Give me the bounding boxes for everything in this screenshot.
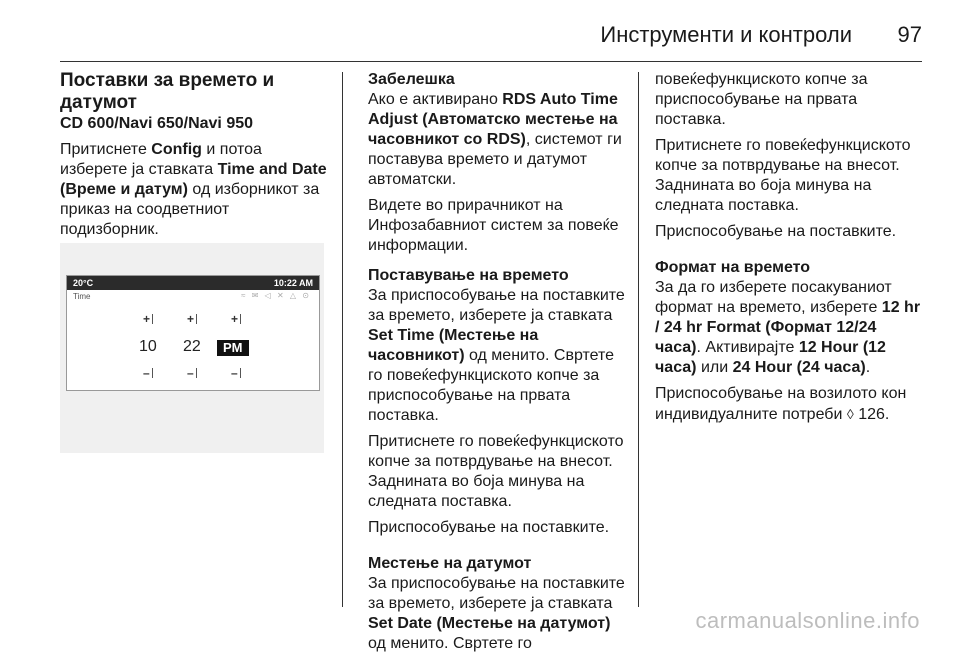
set-time-paragraph (368, 286, 628, 426)
24-hour-label: 24 Hour (24 часа) (732, 359, 866, 376)
text: Притиснете (60, 141, 152, 158)
status-bar (67, 276, 319, 290)
text: , системот ги поставува времето и датумот автоматски. (368, 131, 622, 188)
temperature-readout: 20°C (73, 278, 94, 288)
note-paragraph (368, 90, 628, 190)
text: и потоа изберете ја ставката (60, 141, 262, 178)
text: од изборникот за приказ на соодветниот подизборник. (60, 181, 320, 238)
time-format-heading: Формат на времето (655, 259, 811, 276)
time-date-label: Time and Date (Време и датум) (60, 161, 327, 198)
adjust-paragraph: Приспособување на поставките. (368, 519, 610, 536)
personalization-paragraph (655, 384, 925, 425)
minute-minus-button[interactable] (187, 366, 197, 380)
minute-plus-button[interactable] (187, 312, 197, 326)
page-reference-arrow-icon: ◊ (846, 406, 854, 422)
text: За да го изберете посакуваниот формат на времето, изберете (655, 279, 892, 316)
note-title: Забелешка (368, 71, 455, 88)
set-date-paragraph (368, 574, 628, 654)
hour-value: 10 (139, 338, 157, 355)
intro-paragraph (60, 140, 328, 240)
confirm-paragraph: Притиснете го повеќефункциското копче за потврдување на внесот. Заднината во боја минува на следната поставка. (655, 137, 911, 214)
column-divider (342, 72, 343, 607)
12-hour-label: 12 Hour (12 часа) (655, 339, 886, 376)
note-paragraph-2: Видете во прирачникот на Инфозабавниот систем за повеќе информации. (368, 197, 619, 254)
config-label: Config (151, 141, 202, 158)
header-title: Инструменти и контроли (600, 22, 852, 47)
confirm-paragraph: Притиснете го повеќефункциското копче за потврдување на внесот. Заднината во боја минува на следната поставка. (368, 433, 624, 510)
section-title: Поставки за времето и датумот (60, 70, 275, 113)
text: од менито. Свртете го повеќефункциското копче за приспособување на првата поставка. (368, 347, 615, 424)
page-header (60, 22, 922, 58)
page-number: 97 (897, 22, 922, 47)
header-divider (60, 61, 922, 62)
text: За приспособување на поставките за времето, изберете ја ставката (368, 575, 625, 612)
minus-icon: – (231, 366, 238, 380)
minus-icon: – (143, 366, 150, 380)
column-divider (638, 72, 639, 607)
watermark: carmanualsonline.info (695, 608, 920, 633)
hour-minus-button[interactable] (143, 366, 153, 380)
page-reference[interactable]: 126. (853, 406, 890, 423)
text: За приспособување на поставките за времето, изберете ја ставката (368, 287, 625, 324)
display-screen (66, 275, 320, 391)
plus-icon: + (231, 312, 239, 326)
time-screen-illustration (60, 243, 324, 453)
column-3 (655, 70, 925, 431)
text: или (696, 359, 733, 376)
continued-paragraph: повеќефункциското копче за приспособување на првата поставка. (655, 71, 868, 128)
status-icons: ≈ ✉ ◁ ✕ △ ⊙ (241, 291, 311, 300)
plus-icon: + (143, 312, 151, 326)
models-subtitle: CD 600/Navi 650/Navi 950 (60, 115, 254, 132)
text: Ако е активирано (368, 91, 503, 108)
text: Приспособување на возилото кон индивидуалните потреби (655, 385, 907, 423)
rds-auto-time-label: RDS Auto Time Adjust (Автоматско местење на часовникот со RDS) (368, 91, 618, 148)
text: од менито. Свртете го (368, 635, 532, 652)
time-format-paragraph (655, 278, 925, 378)
column-2 (368, 70, 628, 660)
text: . (865, 359, 871, 376)
screen-title: Time (73, 292, 91, 301)
minus-icon: – (187, 366, 194, 380)
column-1 (60, 70, 328, 246)
set-date-label: Set Date (Местење на датумот) (368, 615, 611, 632)
set-time-label: Set Time (Местење на часовникот) (368, 327, 539, 364)
format-label: 12 hr / 24 hr Format (Формат 12/24 часа) (655, 299, 921, 356)
set-time-heading: Поставување на времето (368, 267, 569, 284)
clock-readout: 10:22 AM (273, 278, 313, 288)
ampm-minus-button[interactable] (231, 366, 241, 380)
text: . Активирајте (696, 339, 799, 356)
ampm-value[interactable]: PM (217, 340, 249, 356)
ampm-plus-button[interactable] (231, 312, 241, 326)
adjust-paragraph: Приспособување на поставките. (655, 223, 897, 240)
minute-value: 22 (183, 338, 201, 355)
plus-icon: + (187, 312, 195, 326)
hour-plus-button[interactable] (143, 312, 153, 326)
set-date-heading: Местење на датумот (368, 555, 532, 572)
